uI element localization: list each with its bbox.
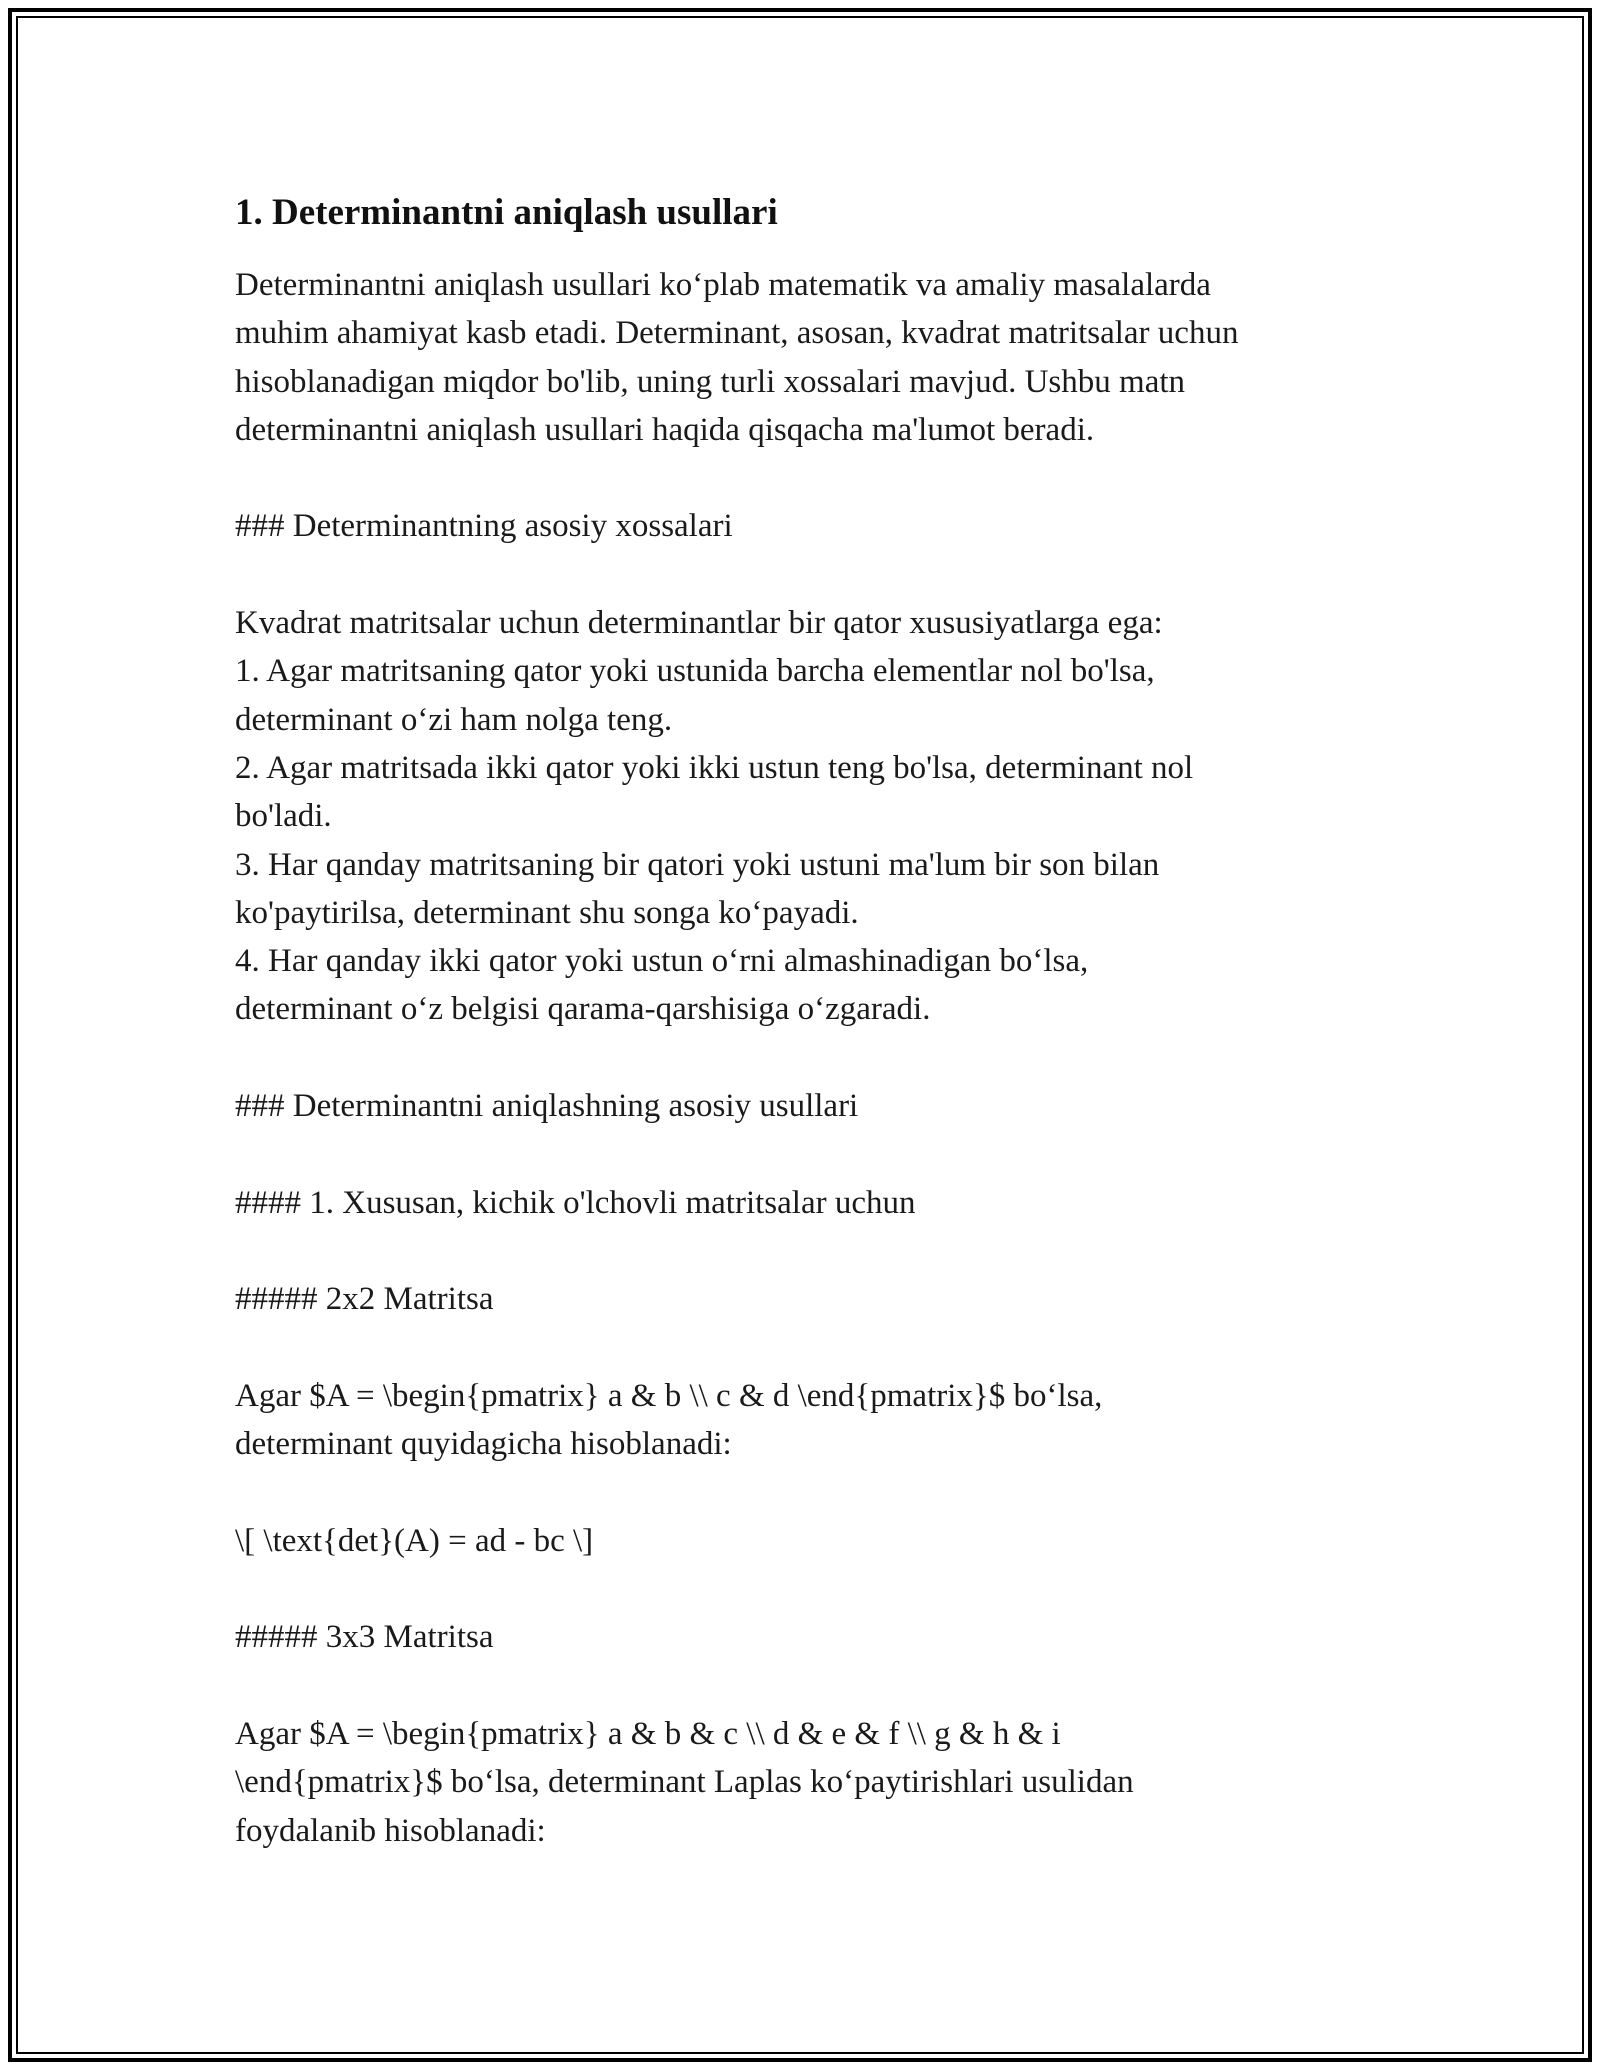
matrix2-paragraph (235, 1372, 1375, 1469)
properties-line: ko'paytirilsa, determinant shu songa ko‘payadi. (235, 894, 859, 931)
properties-line: bo'ladi. (235, 798, 332, 835)
document-body (235, 185, 1375, 1855)
matrix2-formula: \[ \text{det}(A) = ad - bc \] (235, 1522, 594, 1559)
blank-line (235, 551, 1375, 599)
properties-line: determinant o‘zi ham nolga teng. (235, 701, 673, 738)
matrix3-line: \end{pmatrix}$ bo‘lsa, determinant Laplas ko‘paytirishlari usulidan (235, 1764, 1134, 1801)
intro-line: Determinantni aniqlash usullari ko‘plab matematik va amaliy masalalarda (235, 267, 1211, 303)
intro-line: muhim ahamiyat kasb etadi. Determinant, asosan, kvadrat matritsalar uchun (235, 315, 1239, 352)
blank-line (235, 1468, 1375, 1516)
matrix3-line: foydalanib hisoblanadi: (235, 1812, 546, 1849)
properties-line: 2. Agar matritsada ikki qator yoki ikki ustun teng bo'lsa, determinant nol (235, 749, 1194, 786)
blank-line (235, 1130, 1375, 1178)
document-title: 1. Determinantni aniqlash usullari (235, 192, 778, 233)
properties-list (235, 599, 1375, 1034)
properties-line: 1. Agar matritsaning qator yoki ustunida barcha elementlar nol bo'lsa, (235, 653, 1155, 690)
blank-line (235, 1565, 1375, 1613)
matrix2-line: determinant quyidagicha hisoblanadi: (235, 1426, 732, 1463)
matrix2-line: Agar $A = \begin{pmatrix} a & b \\ c & d \end{pmatrix}$ bo‘lsa, (235, 1377, 1103, 1414)
section-heading-methods: ### Determinantni aniqlashning asosiy usullari (235, 1088, 859, 1125)
intro-paragraph (235, 261, 1375, 454)
matrix3-line: Agar $A = \begin{pmatrix} a & b & c \\ d & e & f \\ g & h & i (235, 1715, 1061, 1752)
subsection-heading-small-matrices: #### 1. Xususan, kichik o'lchovli matritsalar uchun (235, 1184, 916, 1221)
properties-line: 3. Har qanday matritsaning bir qatori yoki ustuni ma'lum bir son bilan (235, 846, 1160, 883)
blank-line (235, 1034, 1375, 1082)
intro-line: determinantni aniqlash usullari haqida qisqacha ma'lumot beradi. (235, 411, 1095, 448)
properties-line: Kvadrat matritsalar uchun determinantlar bir qator xususiyatlarga ega: (235, 605, 1163, 642)
blank-line (235, 1662, 1375, 1710)
matrix2-heading: ##### 2x2 Matritsa (235, 1281, 494, 1318)
properties-line: determinant o‘z belgisi qarama-qarshisiga o‘zgaradi. (235, 991, 931, 1028)
matrix3-paragraph (235, 1710, 1375, 1855)
intro-line: hisoblanadigan miqdor bo'lib, uning turli xossalari mavjud. Ushbu matn (235, 363, 1186, 400)
blank-line (235, 1227, 1375, 1275)
matrix3-heading: ##### 3x3 Matritsa (235, 1619, 494, 1656)
blank-line (235, 454, 1375, 502)
section-heading-properties: ### Determinantning asosiy xossalari (235, 508, 733, 545)
blank-line (235, 1324, 1375, 1372)
properties-line: 4. Har qanday ikki qator yoki ustun o‘rni almashinadigan bo‘lsa, (235, 943, 1089, 980)
